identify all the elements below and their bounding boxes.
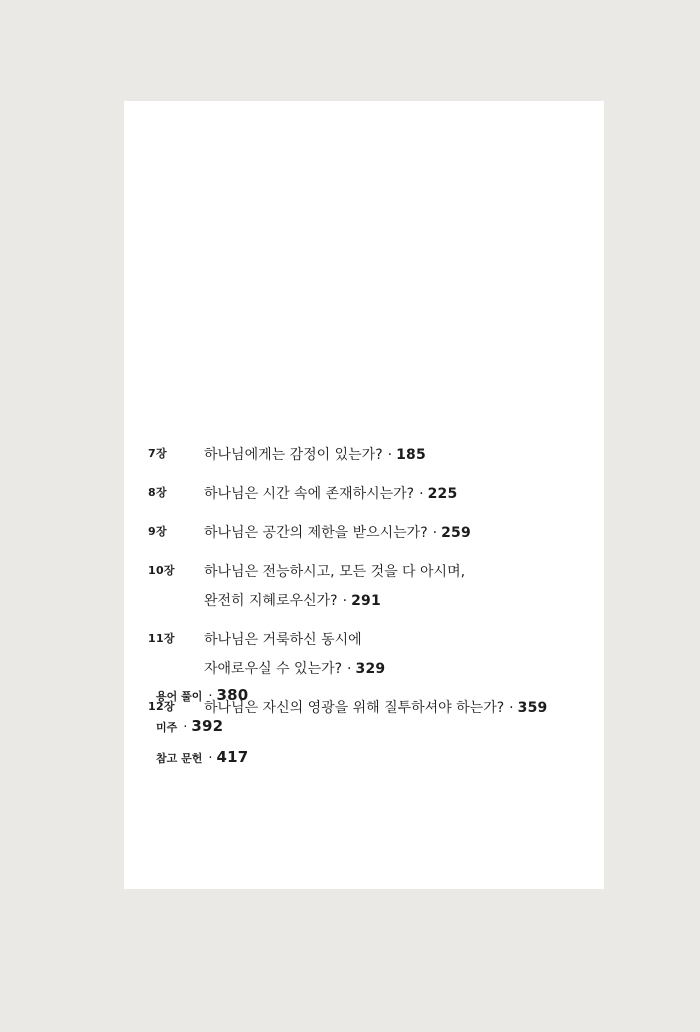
page-number: 225 — [427, 486, 458, 502]
chapter-number: 7장 — [148, 447, 167, 460]
back-matter-label: 미주 — [156, 721, 178, 734]
chapter-title-line — [204, 519, 604, 548]
back-matter-label: 용어 풀이 — [156, 690, 203, 703]
page-number: 417 — [216, 748, 249, 766]
page-number: 380 — [216, 686, 249, 704]
chapter-title-text: 하나님에게는 감정이 있는가? — [204, 447, 383, 463]
page-number: 359 — [517, 700, 548, 716]
chapter-title-line: 하나님은 거룩하신 동시에 — [204, 632, 362, 648]
chapter-number: 10장 — [148, 564, 175, 577]
page-separator: · — [419, 486, 424, 502]
book-page — [124, 101, 604, 889]
chapter-title — [204, 519, 604, 548]
back-matter-label: 참고 문헌 — [156, 752, 203, 765]
page-separator: · — [208, 689, 213, 704]
chapter-number: 9장 — [148, 525, 167, 538]
chapter-entry — [124, 519, 604, 548]
page-number: 392 — [191, 717, 224, 735]
chapter-title-line: 하나님은 전능하시고, 모든 것을 다 아시며, — [204, 564, 466, 580]
page-number: 329 — [355, 661, 386, 677]
page-separator: · — [208, 751, 213, 766]
page-separator: · — [342, 593, 348, 609]
chapter-title — [204, 558, 604, 616]
chapter-entry — [124, 441, 604, 470]
page-separator: · — [347, 661, 352, 677]
chapter-number: 8장 — [148, 486, 167, 499]
back-matter-entry — [156, 679, 556, 710]
chapter-title — [204, 480, 604, 509]
chapter-number: 11장 — [148, 632, 175, 645]
chapter-entry — [124, 626, 604, 684]
page-separator: · — [387, 447, 393, 463]
back-matter-entry — [156, 741, 556, 772]
chapter-title-line — [204, 587, 604, 616]
chapter-title-text: 자애로우실 수 있는가? — [204, 661, 343, 677]
page-separator: · — [432, 525, 438, 541]
chapter-title — [204, 626, 604, 684]
chapter-entry — [124, 558, 604, 616]
page-number: 259 — [441, 525, 471, 541]
chapter-number: 12장 — [148, 700, 175, 713]
page-separator: · — [509, 700, 514, 716]
back-matter-list — [156, 679, 556, 772]
back-matter-entry — [156, 710, 556, 741]
chapter-title — [204, 441, 604, 470]
page-number: 185 — [396, 447, 426, 463]
chapter-title-text: 하나님은 공간의 제한을 받으시는가? — [204, 525, 428, 541]
chapter-title-line — [204, 480, 604, 509]
chapter-title-text: 하나님은 자신의 영광을 위해 질투하셔야 하는가? — [204, 700, 505, 716]
page-number: 291 — [351, 593, 381, 609]
chapter-title-text: 완전히 지혜로우신가? — [204, 593, 338, 609]
page-separator: · — [183, 720, 188, 735]
chapter-title-text: 하나님은 시간 속에 존재하시는가? — [204, 486, 415, 502]
chapter-entry — [124, 480, 604, 509]
chapter-title-line — [204, 441, 604, 470]
